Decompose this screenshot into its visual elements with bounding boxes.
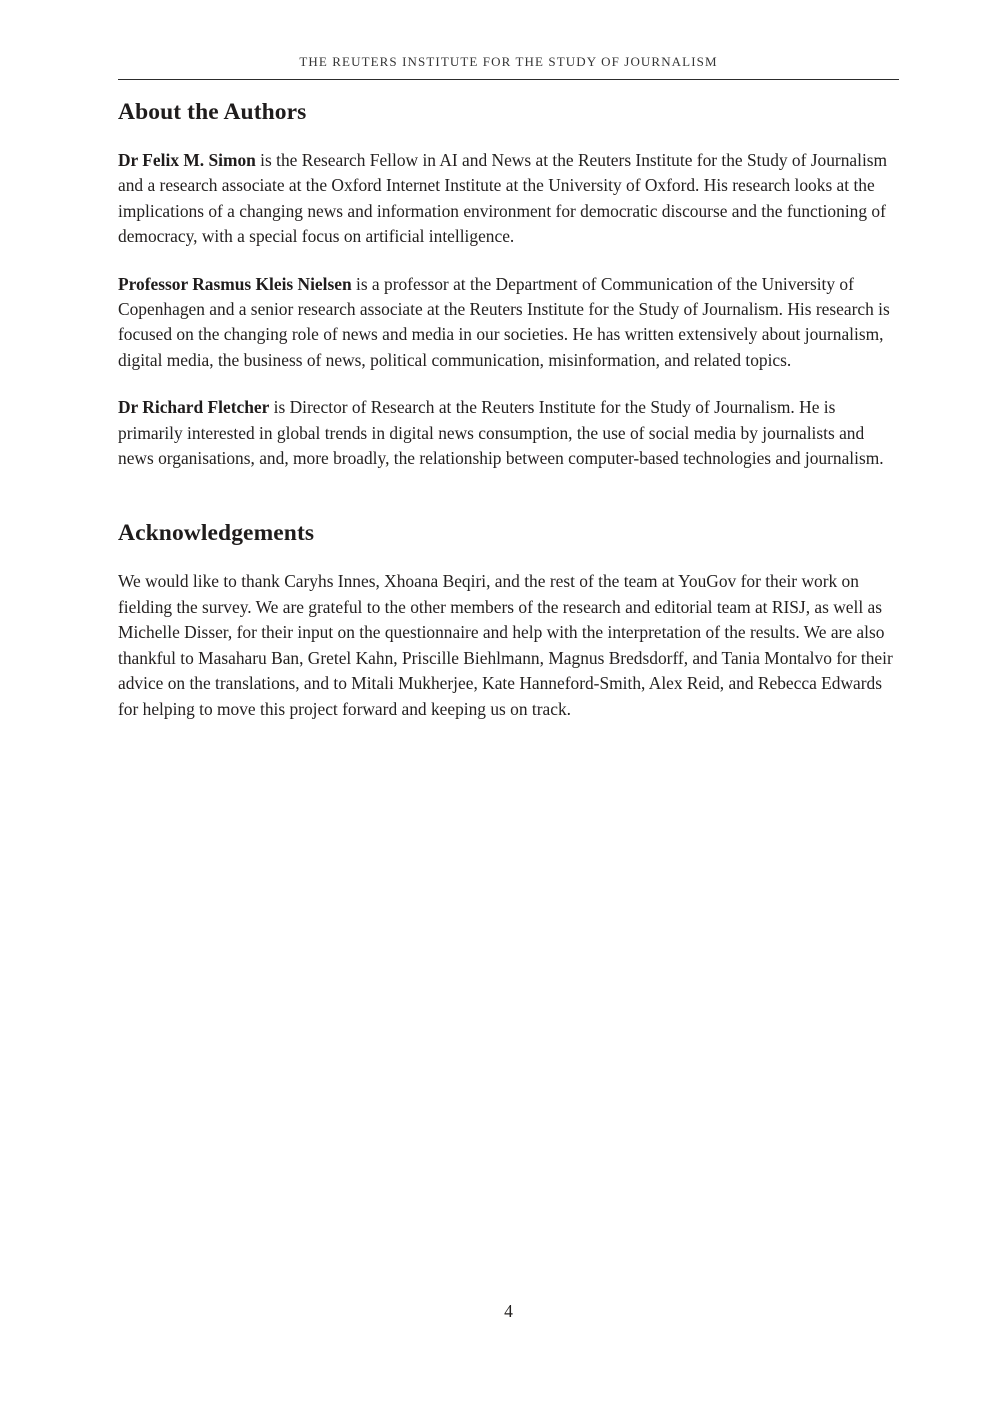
- acknowledgements-text: We would like to thank Caryhs Innes, Xhoana Beqiri, and the rest of the team at YouGov for their work on fielding the survey. We are grateful to the other members of the research and editorial team at RISJ, as well as Michelle Disser, for their input on the questionnaire and help with the interpretation of the results. We are also thankful to Masaharu Ban, Gretel Kahn, Priscille Biehlmann, Magnus Bredsdorff, and Tania Montalvo for their advice on the translations, and to Mitali Mukherjee, Kate Hanneford-Smith, Alex Reid, and Rebecca Edwards for helping to move this project forward and keeping us on track.: [118, 571, 893, 719]
- author-name-rasmus-nielsen: Professor Rasmus Kleis Nielsen: [118, 273, 352, 294]
- running-header: [118, 0, 899, 80]
- author-bio-text: is a professor at the Department of Communication of the University of Copenhagen and a senior research associate at the Reuters Institute for the Study of Journalism. His research is focused on the changing role of news and media in our societies. He has written extensively about journalism, digital media, the business of news, political communication, misinformation, and related topics.: [118, 273, 890, 370]
- about-authors-heading: About the Authors: [118, 99, 307, 125]
- page-number: 4: [504, 1301, 513, 1321]
- running-header-title: THE REUTERS INSTITUTE FOR THE STUDY OF JOURNALISM: [299, 54, 718, 69]
- header-rule: [118, 79, 899, 80]
- page-content: [118, 0, 899, 722]
- author-bio-text: is Director of Research at the Reuters Institute for the Study of Journalism. He is primarily interested in global trends in digital news consumption, the use of social media by journalists and news organisations, and, more broadly, the relationship between computer-based technologies and journalism.: [118, 397, 884, 469]
- author-name-richard-fletcher: Dr Richard Fletcher: [118, 397, 270, 418]
- author-bio-paragraph-rasmus-nielsen: [118, 272, 899, 374]
- acknowledgements-paragraph: [118, 569, 899, 721]
- author-bio-text: is the Research Fellow in AI and News at the Reuters Institute for the Study of Journalism and a research associate at the Oxford Internet Institute at the University of Oxford. His research looks at the implications of a changing news and information environment for democratic discourse and the functioning of democracy, with a special focus on artificial intelligence.: [118, 150, 888, 247]
- author-name-felix-simon: Dr Felix M. Simon: [118, 150, 256, 170]
- section-acknowledgements: [118, 520, 899, 721]
- author-bio-paragraph-felix-simon: [118, 148, 899, 250]
- section-about-the-authors: [118, 99, 899, 471]
- acknowledgements-heading: Acknowledgements: [118, 520, 315, 547]
- author-bio-paragraph-richard-fletcher: [118, 395, 899, 471]
